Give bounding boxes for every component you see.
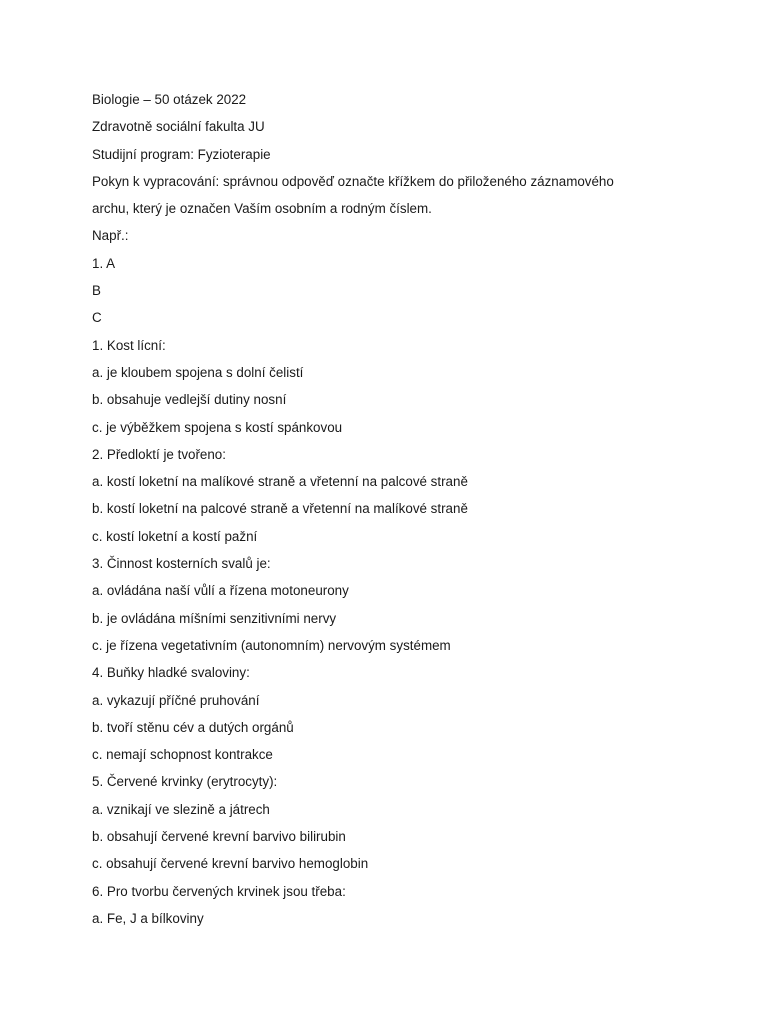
answer-option: a. vznikají ve slezině a játrech — [92, 801, 270, 817]
answer-option: c. kostí loketní a kostí pažní — [92, 528, 258, 544]
question-1: 1. Kost lícní: — [92, 337, 166, 353]
answer-option: b. je ovládána míšními senzitivními nervy — [92, 610, 337, 626]
answer-option: a. ovládána naší vůlí a řízena motoneurony — [92, 583, 349, 599]
question-3: 3. Činnost kosterních svalů je: — [92, 556, 271, 572]
instructions-line: archu, který je označen Vaším osobním a rodným číslem. — [92, 201, 432, 217]
answer-option: a. vykazují příčné pruhování — [92, 692, 260, 708]
answer-option: a. je kloubem spojena s dolní čelistí — [92, 364, 304, 380]
document-title: Biologie – 50 otázek 2022 — [92, 92, 247, 107]
answer-option: c. je výběžkem spojena s kostí spánkovou — [92, 419, 343, 435]
answer-option: b. obsahuje vedlejší dutiny nosní — [92, 392, 287, 408]
answer-option: a. kostí loketní na malíkové straně a vřetenní na palcové straně — [92, 474, 468, 490]
example-label: Např.: — [92, 228, 129, 244]
example-line: B — [92, 283, 101, 299]
faculty-line: Zdravotně sociální fakulta JU — [92, 119, 265, 135]
question-2: 2. Předloktí je tvořeno: — [92, 446, 226, 462]
answer-option: b. kostí loketní na palcové straně a vřetenní na malíkové straně — [92, 501, 468, 517]
answer-option: c. obsahují červené krevní barvivo hemoglobin — [92, 856, 369, 872]
example-line: 1. A — [92, 255, 116, 271]
answer-option: b. tvoří stěnu cév a dutých orgánů — [92, 719, 294, 735]
answer-option: c. je řízena vegetativním (autonomním) nervovým systémem — [92, 637, 451, 653]
question-4: 4. Buňky hladké svaloviny: — [92, 665, 250, 681]
question-6: 6. Pro tvorbu červených krvinek jsou třeba: — [92, 883, 346, 899]
document-page — [92, 86, 712, 932]
answer-option: c. nemají schopnost kontrakce — [92, 747, 273, 763]
answer-option: a. Fe, J a bílkoviny — [92, 910, 204, 926]
question-5: 5. Červené krvinky (erytrocyty): — [92, 774, 278, 790]
answer-option: b. obsahují červené krevní barvivo bilirubin — [92, 829, 346, 845]
instructions-line: Pokyn k vypracování: správnou odpověď označte křížkem do přiloženého záznamového — [92, 173, 614, 189]
study-program-line: Studijní program: Fyzioterapie — [92, 146, 271, 162]
example-line: C — [92, 310, 102, 326]
